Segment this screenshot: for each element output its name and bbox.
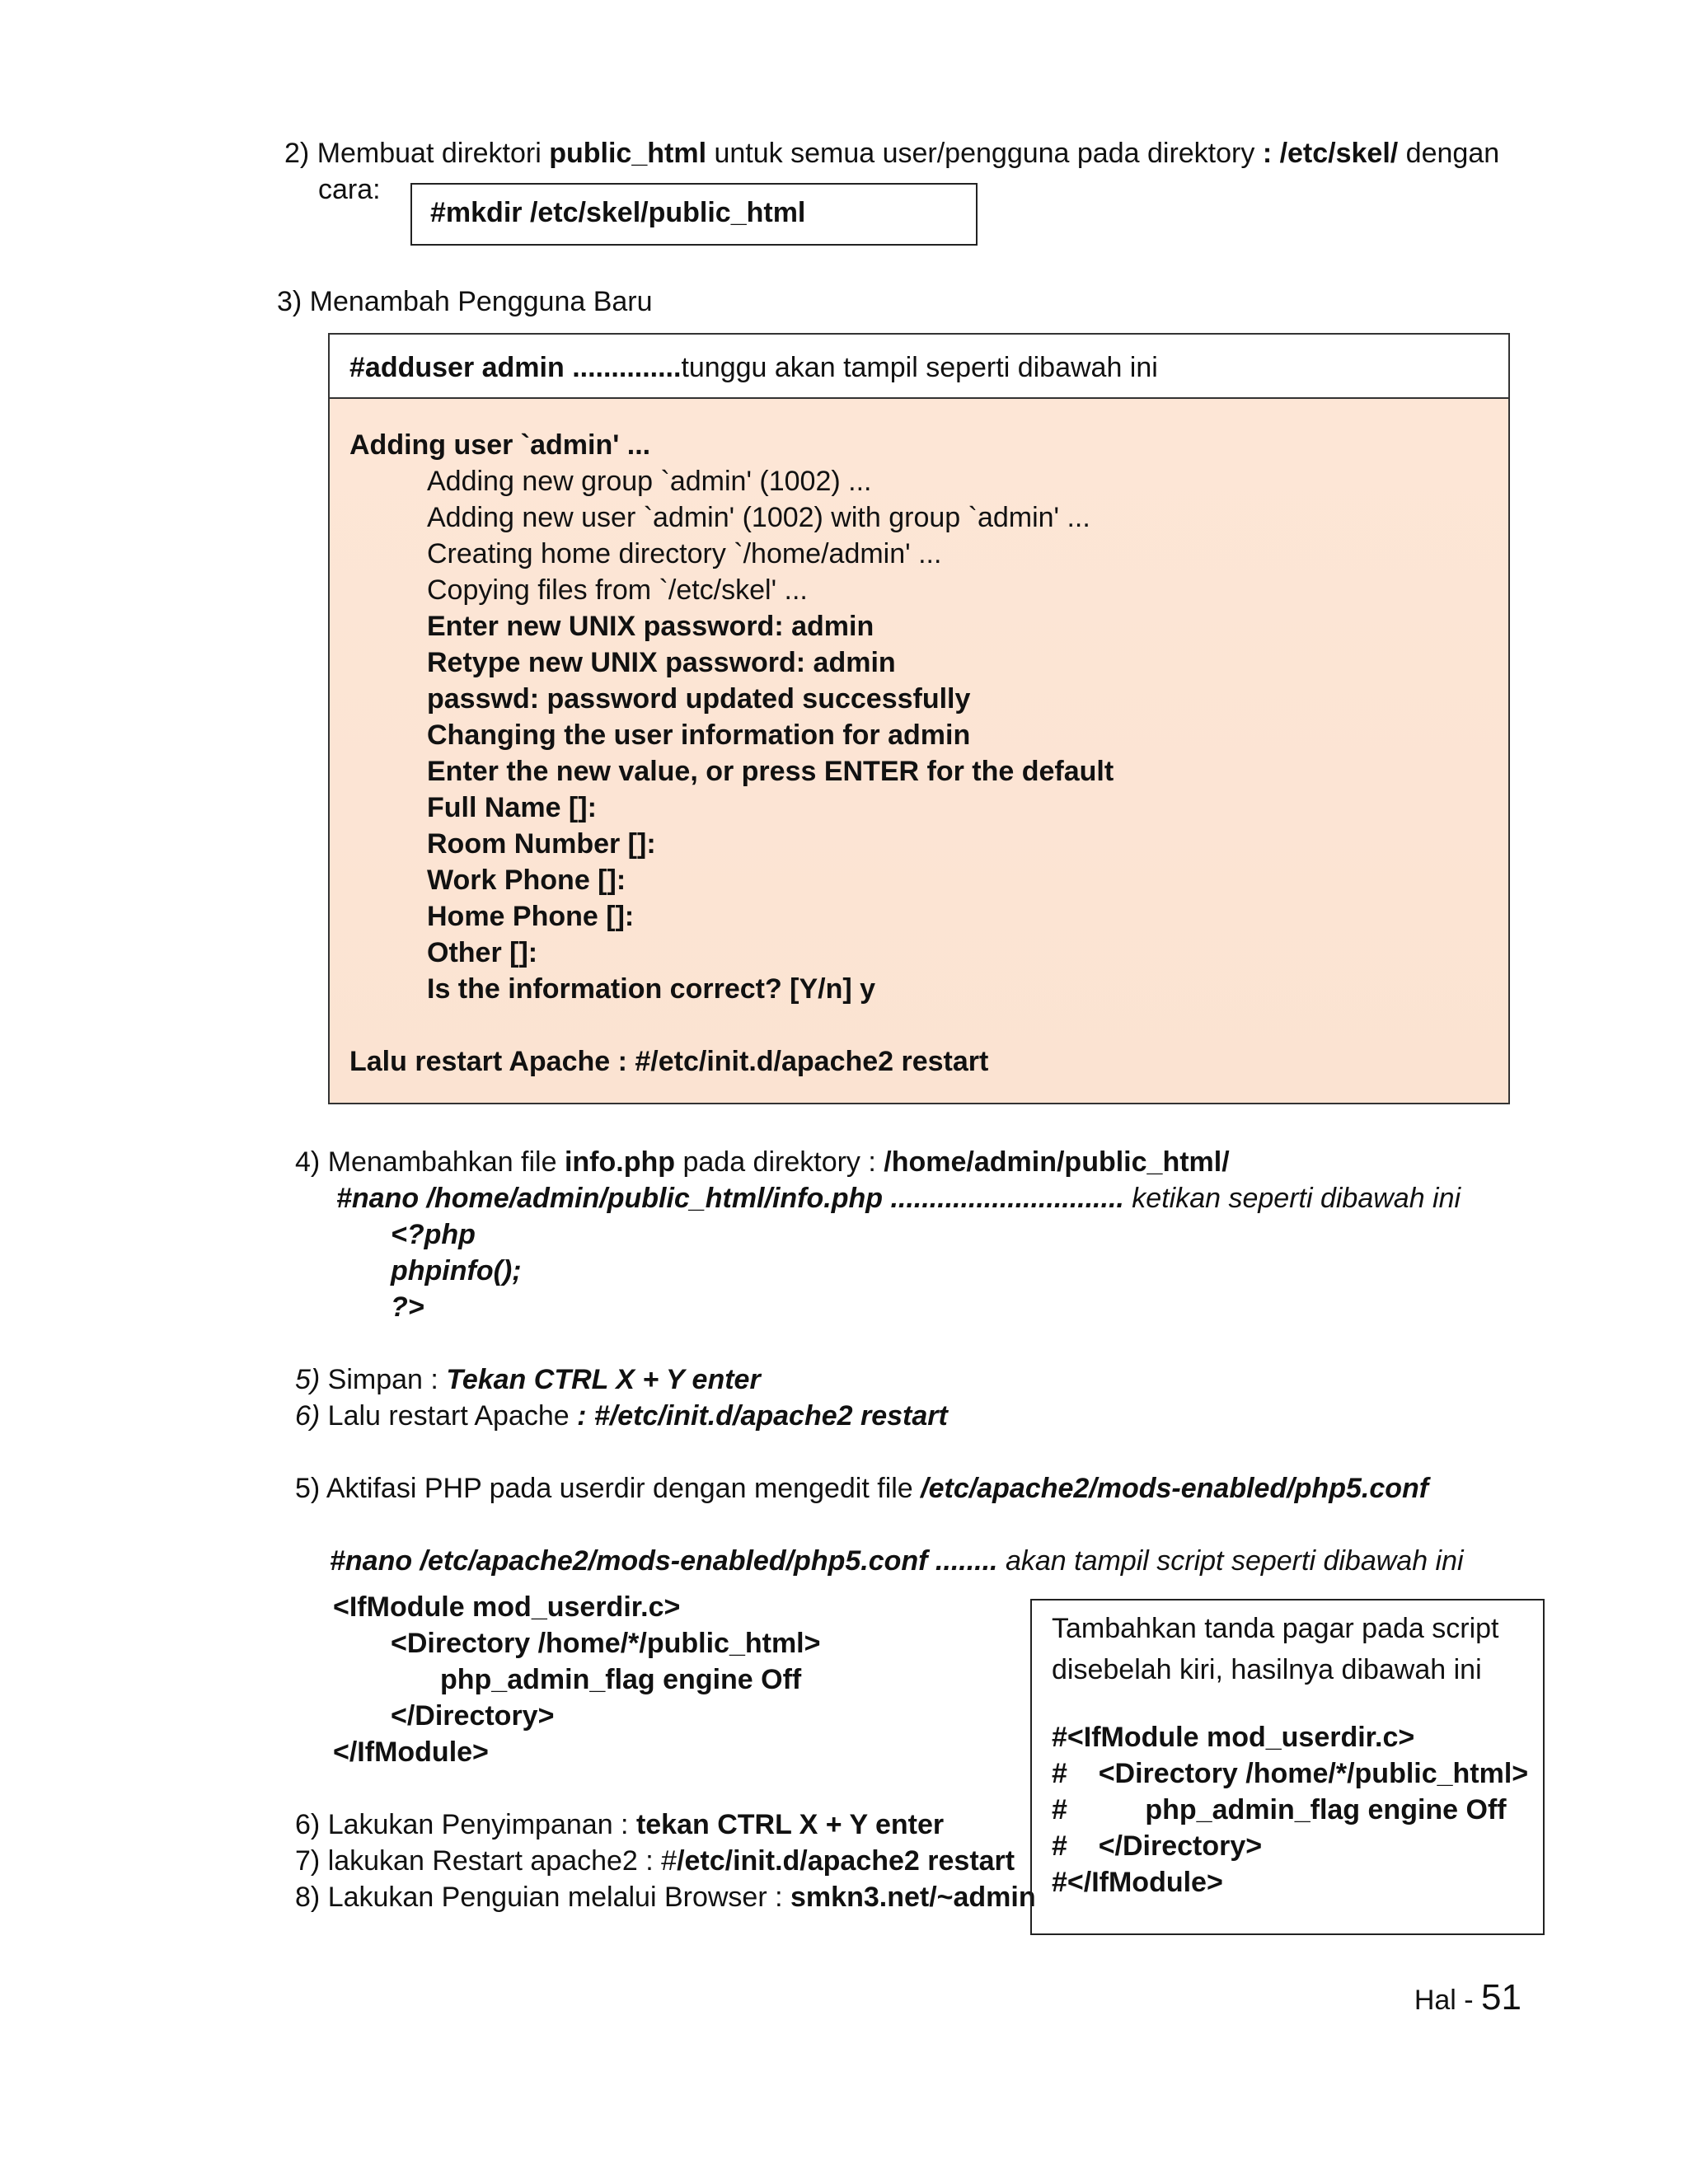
conf-line: <Directory /home/*/public_html> (391, 1628, 821, 1659)
step-number: 8) (295, 1882, 328, 1913)
output-line: Is the information correct? [Y/n] y (427, 973, 876, 1005)
conf-line: </Directory> (391, 1700, 555, 1732)
step2-line: 2) Membuat direktori public_html untuk semua user/pengguna pada direktory : /etc/skel/ dengan (284, 138, 1500, 169)
mkdir-command: #mkdir /etc/skel/public_html (430, 197, 806, 228)
output-line: Home Phone []: (427, 901, 635, 932)
output-line: Copying files from `/etc/skel' ... (427, 574, 808, 606)
output-line: Enter new UNIX password: admin (427, 611, 874, 642)
step-number: 6) (295, 1809, 328, 1840)
output-line: Full Name []: (427, 792, 597, 823)
page-number: Hal - 51 (1414, 1977, 1522, 2018)
nano-php5-command: #nano /etc/apache2/mods-enabled/php5.conf ........ akan tampil script seperti dibawah ini (330, 1545, 1464, 1577)
output-line: Room Number []: (427, 828, 656, 860)
step5-save: 5) Simpan : Tekan CTRL X + Y enter (295, 1364, 761, 1395)
commented-conf-line: # php_admin_flag engine Off (1052, 1794, 1507, 1825)
step3-heading: 3) Menambah Pengguna Baru (277, 286, 653, 317)
output-line: Adding new group `admin' (1002) ... (427, 466, 872, 497)
step6-restart: 6) Lalu restart Apache : #/etc/init.d/apache2 restart (295, 1400, 948, 1432)
step5-activate-php: 5) Aktifasi PHP pada userdir dengan mengedit file /etc/apache2/mods-enabled/php5.conf (295, 1473, 1429, 1504)
php-code-line: <?php (391, 1219, 476, 1250)
side-note: Tambahkan tanda pagar pada script (1052, 1613, 1499, 1644)
side-note: disebelah kiri, hasilnya dibawah ini (1052, 1654, 1482, 1685)
adduser-output-box (328, 333, 1510, 1104)
output-line: Creating home directory `/home/admin' ... (427, 538, 942, 569)
commented-conf-box (1030, 1599, 1545, 1935)
commented-conf-line: # </Directory> (1052, 1830, 1263, 1862)
output-title: Adding user `admin' ... (349, 429, 651, 461)
step8-test: 8) Lakukan Penguian melalui Browser : smkn3.net/~admin (295, 1882, 1036, 1913)
output-line: Changing the user information for admin (427, 719, 971, 751)
step7-restart: 7) lakukan Restart apache2 : #/etc/init.d/apache2 restart (295, 1845, 1015, 1877)
php-code-line: phpinfo(); (391, 1255, 522, 1286)
output-footer: Lalu restart Apache : #/etc/init.d/apache2 restart (349, 1046, 989, 1077)
nano-info-command: #nano /home/admin/public_html/info.php .............................. ketikan seperti dibawah ini (336, 1183, 1461, 1214)
output-line: Retype new UNIX password: admin (427, 647, 896, 678)
output-line: Other []: (427, 937, 538, 968)
step6-save: 6) Lakukan Penyimpanan : tekan CTRL X + Y enter (295, 1809, 945, 1840)
conf-line: </IfModule> (333, 1736, 489, 1768)
output-line: Work Phone []: (427, 865, 626, 896)
commented-conf-line: # <Directory /home/*/public_html> (1052, 1758, 1529, 1789)
step-number: 7) (295, 1845, 328, 1877)
adduser-command: #adduser admin ..............tunggu akan tampil seperti dibawah ini (349, 352, 1158, 383)
adduser-command-header (330, 335, 1508, 399)
conf-line: php_admin_flag engine Off (440, 1664, 802, 1695)
commented-conf-line: #</IfModule> (1052, 1867, 1223, 1898)
step-number: 5) (295, 1473, 326, 1504)
php-code-line: ?> (391, 1291, 424, 1323)
step4-line: 4) Menambahkan file info.php pada direktory : /home/admin/public_html/ (295, 1146, 1230, 1178)
step-number: 5) (295, 1364, 321, 1395)
conf-line: <IfModule mod_userdir.c> (333, 1591, 681, 1623)
step-number: 6) (295, 1400, 321, 1432)
step2-line-continued: cara: (318, 174, 381, 205)
output-line: Enter the new value, or press ENTER for the default (427, 756, 1114, 787)
step-number: 2) (284, 138, 317, 169)
terminal-output (330, 399, 1508, 1103)
output-line: Adding new user `admin' (1002) with group `admin' ... (427, 502, 1090, 533)
output-line: passwd: password updated successfully (427, 683, 971, 715)
step-number: 4) (295, 1146, 328, 1178)
commented-conf-line: #<IfModule mod_userdir.c> (1052, 1722, 1415, 1753)
